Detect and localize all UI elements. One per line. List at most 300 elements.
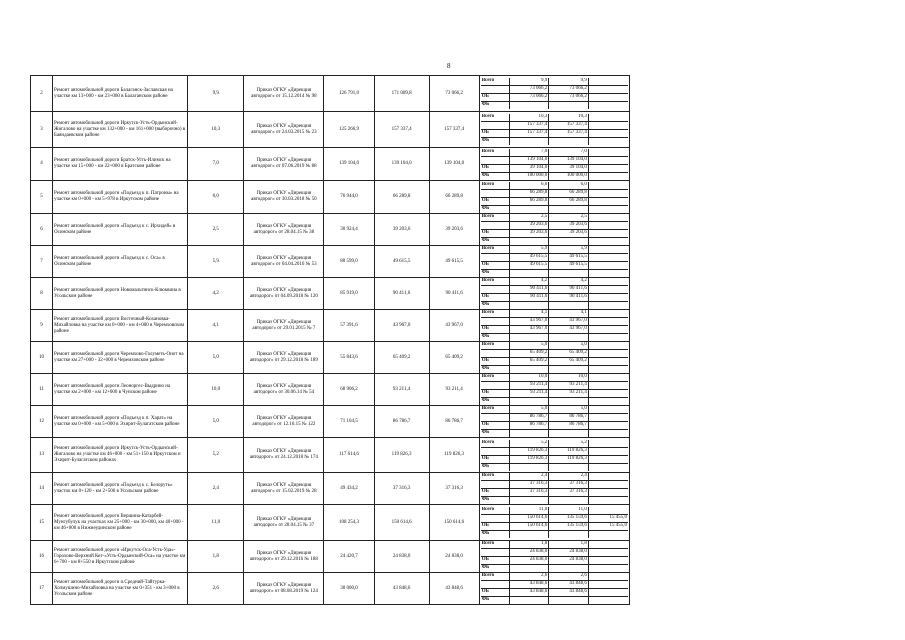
funding-value: [588, 310, 628, 318]
funding-line: [481, 254, 628, 262]
funding-line: [481, 164, 628, 172]
row-number: 10: [31, 342, 53, 374]
funding-subtable: [481, 374, 628, 405]
funding-value: 139 104,0: [549, 156, 589, 164]
funding-value: 9,9: [509, 78, 549, 86]
funding-line: [481, 270, 628, 278]
estimated-cost: 117 614,6: [324, 438, 374, 473]
order-document: Приказ ОГКУ «Дирекция автодорог» от 24.03.2015 № 23: [244, 112, 324, 148]
funding-line: [481, 114, 628, 122]
funding-label: ОБ: [481, 294, 510, 302]
funding-value: 10,3: [549, 114, 589, 122]
funding-value: 24 838,0: [509, 557, 549, 565]
funding-line: [481, 94, 628, 102]
funding-value: 157 337,4: [509, 130, 549, 138]
funding-value: 150 614,6: [509, 515, 549, 523]
funding-value: [588, 318, 628, 326]
funding-label: [481, 350, 510, 358]
length-km: 5,0: [188, 406, 244, 438]
funding-label: ОБ: [481, 489, 510, 497]
total-cost: 43 967,0: [374, 310, 429, 342]
funding-value: 10,0: [549, 374, 589, 382]
funding-line: [481, 350, 628, 358]
table-row: [31, 505, 630, 541]
funding-line: [481, 342, 628, 350]
funding-value: 135 159,6: [549, 515, 589, 523]
total-cost: 119 826,3: [374, 438, 429, 473]
funding-value: [588, 138, 628, 146]
estimated-cost: 85 919,0: [324, 278, 374, 310]
funding-label: Всего: [481, 440, 510, 448]
funding-label: ФБ: [481, 565, 510, 573]
funding-value: [588, 430, 628, 438]
funding-label: ОБ: [481, 358, 510, 366]
funding-label: [481, 189, 510, 197]
funding-value: [549, 531, 589, 539]
funding-value: [549, 238, 589, 246]
road-name: Ремонт автомобильной дороги «Подъезд к с. Ирхидей» в Осинском районе: [53, 214, 188, 246]
funding-value: 43 967,0: [509, 318, 549, 326]
funding-line: [481, 262, 628, 270]
order-document: Приказ ОГКУ «Дирекция автодорог» от 30.03.2018 № 50: [244, 181, 324, 214]
funding-value: 37 316,3: [549, 489, 589, 497]
funding-value: [588, 197, 628, 205]
funding-value: 5,9: [549, 246, 589, 254]
funding-value: [549, 597, 589, 605]
funding-value: 150 614,6: [509, 523, 549, 531]
funding-value: [588, 122, 628, 130]
allocated-cost: 157 337,4: [429, 112, 479, 148]
funding-value: 5,0: [549, 342, 589, 350]
funding-label: ОБ: [481, 262, 510, 270]
funding-label: ФБ: [481, 597, 510, 605]
funding-breakdown: [479, 112, 629, 148]
funding-value: 4,2: [549, 278, 589, 286]
funding-label: Всего: [481, 406, 510, 414]
funding-value: [588, 270, 628, 278]
allocated-cost: 119 826,3: [429, 438, 479, 473]
row-number: 5: [31, 181, 53, 214]
estimated-cost: 126 791,0: [324, 76, 374, 112]
funding-line: [481, 334, 628, 342]
funding-value: [588, 447, 628, 455]
funding-value: [588, 182, 628, 190]
funding-line: [481, 122, 628, 130]
length-km: 7,0: [188, 148, 244, 181]
funding-value: 73 066,2: [549, 94, 589, 102]
road-name: Ремонт автомобильной дороги «Иркутск-Оса-Усть-Уда»-Горохово-Верхний Кет-«Усть-Ордынский-Оса» на участке км 6+700 - км 8+550 в Иркутском районе: [53, 541, 188, 573]
funding-breakdown: [479, 473, 629, 505]
funding-label: ФБ: [481, 102, 510, 110]
table-row: [31, 374, 630, 406]
table-row: [31, 214, 630, 246]
funding-value: [588, 531, 628, 539]
funding-value: 2,4: [549, 473, 589, 481]
funding-value: 157 337,4: [509, 122, 549, 130]
funding-value: [588, 78, 628, 86]
funding-label: ФБ: [481, 205, 510, 213]
funding-line: [481, 481, 628, 489]
funding-label: ОБ: [481, 164, 510, 172]
funding-value: [588, 497, 628, 505]
funding-label: [481, 382, 510, 390]
funding-value: [549, 430, 589, 438]
funding-value: 93 211,4: [549, 390, 589, 398]
estimated-cost: 49 434,2: [324, 473, 374, 505]
road-name: Ремонт автомобильной дороги «Подъезд к п. Харат» на участке км 0+000 - км 5+000 в Эхирит-Булагатском районе: [53, 406, 188, 438]
row-number: 4: [31, 148, 53, 181]
funding-value: [588, 350, 628, 358]
table-row: [31, 181, 630, 214]
funding-value: 65 409,2: [549, 350, 589, 358]
funding-label: Всего: [481, 541, 510, 549]
funding-breakdown: [479, 374, 629, 406]
funding-subtable: [481, 541, 628, 572]
road-name: Ремонт автомобильной дороги «Подъезд к п. Патроны» на участке км 0+000 - км 5+978 в Иркутском районе: [53, 181, 188, 214]
funding-value: 24 838,0: [549, 557, 589, 565]
funding-line: [481, 597, 628, 605]
funding-value: 119 826,3: [509, 455, 549, 463]
table-row: [31, 342, 630, 374]
funding-label: ОБ: [481, 589, 510, 597]
funding-line: [481, 78, 628, 86]
road-name: Ремонт автомобильной дороги Восточный-Кохановка-Михайловка на участке км 0+000 - км 4+000 в Черемховском районе: [53, 310, 188, 342]
funding-value: 37 316,3: [549, 481, 589, 489]
funding-breakdown: [479, 246, 629, 278]
funding-label: Всего: [481, 573, 510, 581]
funding-value: [588, 222, 628, 230]
funding-value: [549, 398, 589, 406]
funding-label: ОБ: [481, 230, 510, 238]
funding-value: 2,5: [509, 214, 549, 222]
funding-value: 24 838,0: [549, 549, 589, 557]
funding-line: [481, 455, 628, 463]
funding-value: [549, 497, 589, 505]
funding-value: 73 066,2: [549, 86, 589, 94]
funding-value: 65 409,2: [509, 350, 549, 358]
funding-value: 2,5: [549, 214, 589, 222]
row-number: 11: [31, 374, 53, 406]
total-cost: 49 615,5: [374, 246, 429, 278]
funding-label: Всего: [481, 246, 510, 254]
funding-value: [509, 302, 549, 310]
funding-value: [588, 94, 628, 102]
total-cost: 39 203,6: [374, 214, 429, 246]
estimated-cost: 139 104,0: [324, 148, 374, 181]
road-name: Ремонт автомобильной дороги Новомальтинск-Клюквина в Усольском районе: [53, 278, 188, 310]
road-name: Ремонт автомобильной дороги Балаганск-Заславская на участке км 13+000 - км 23+000 в Балаганском районе: [53, 76, 188, 112]
funding-value: [588, 102, 628, 110]
funding-breakdown: [479, 148, 629, 181]
funding-line: [481, 366, 628, 374]
funding-line: [481, 497, 628, 505]
funding-value: 86 786,7: [509, 414, 549, 422]
funding-value: [549, 463, 589, 471]
funding-line: [481, 447, 628, 455]
estimated-cost: 24 420,7: [324, 541, 374, 573]
total-cost: 65 409,2: [374, 342, 429, 374]
funding-line: [481, 302, 628, 310]
funding-label: ОБ: [481, 523, 510, 531]
funding-value: [588, 440, 628, 448]
funding-line: [481, 573, 628, 581]
funding-value: 93 211,4: [509, 390, 549, 398]
funding-value: 15 455,0: [588, 515, 628, 523]
funding-value: 1,8: [549, 541, 589, 549]
funding-line: [481, 358, 628, 366]
funding-value: 135 159,6: [549, 523, 589, 531]
funding-value: 86 786,7: [549, 422, 589, 430]
funding-line: [481, 294, 628, 302]
road-name: Ремонт автомобильной дороги «Подъезд к с. Белоруть» участок км 0+120 - км 2+506 в Усольском районе: [53, 473, 188, 505]
roads-repair-table: [30, 75, 630, 605]
funding-value: [509, 138, 549, 146]
funding-line: [481, 246, 628, 254]
funding-line: [481, 278, 628, 286]
total-cost: 157 337,4: [374, 112, 429, 148]
allocated-cost: 150 614,6: [429, 505, 479, 541]
funding-label: [481, 254, 510, 262]
funding-subtable: [481, 473, 628, 504]
funding-label: Всего: [481, 182, 510, 190]
funding-breakdown: [479, 181, 629, 214]
funding-subtable: [481, 406, 628, 437]
funding-line: [481, 440, 628, 448]
funding-label: ОБ: [481, 455, 510, 463]
funding-line: [481, 172, 628, 180]
row-number: 7: [31, 246, 53, 278]
funding-value: [588, 205, 628, 213]
funding-label: Всего: [481, 78, 510, 86]
funding-value: 90 411,6: [509, 294, 549, 302]
funding-value: 5,9: [509, 246, 549, 254]
funding-value: [588, 597, 628, 605]
funding-value: [588, 86, 628, 94]
funding-subtable: [481, 78, 628, 109]
funding-value: 4,1: [509, 310, 549, 318]
estimated-cost: 57 391,6: [324, 310, 374, 342]
row-number: 9: [31, 310, 53, 342]
funding-value: [588, 541, 628, 549]
funding-value: 37 316,3: [509, 489, 549, 497]
funding-line: [481, 205, 628, 213]
table-row: [31, 112, 630, 148]
table-row: [31, 246, 630, 278]
funding-line: [481, 463, 628, 471]
funding-line: [481, 406, 628, 414]
funding-subtable: [481, 507, 628, 538]
funding-value: 2,6: [509, 573, 549, 581]
funding-value: [509, 463, 549, 471]
funding-value: 5,0: [509, 406, 549, 414]
funding-value: 15 455,0: [588, 523, 628, 531]
funding-line: [481, 523, 628, 531]
total-cost: 93 211,4: [374, 374, 429, 406]
funding-value: 43 967,0: [549, 318, 589, 326]
funding-value: [549, 102, 589, 110]
funding-subtable: [481, 440, 628, 471]
funding-value: 43 848,6: [549, 589, 589, 597]
road-name: Ремонт автомобильной дороги Иркутск-Усть-Ордынский-Жигалово на участке км 46+000 - км 51+150 в Иркутском и Эхирит-Булагатском районах: [53, 438, 188, 473]
funding-value: 100 000,0: [549, 172, 589, 180]
funding-value: [549, 565, 589, 573]
allocated-cost: 37 316,3: [429, 473, 479, 505]
funding-value: 65 409,2: [509, 358, 549, 366]
funding-line: [481, 430, 628, 438]
row-number: 13: [31, 438, 53, 473]
length-km: 1,8: [188, 541, 244, 573]
funding-line: [481, 581, 628, 589]
order-document: Приказ ОГКУ «Дирекция автодорог» от 04.09.2018 № 120: [244, 278, 324, 310]
allocated-cost: 49 615,5: [429, 246, 479, 278]
funding-value: [588, 557, 628, 565]
table-row: [31, 310, 630, 342]
funding-line: [481, 149, 628, 157]
road-name: Ремонт автомобильной дороги Леоноргес-Выдрино на участке км 2+000 - км 12+000 в Чунском районе: [53, 374, 188, 406]
length-km: 4,2: [188, 278, 244, 310]
funding-value: [549, 205, 589, 213]
length-km: 11,0: [188, 505, 244, 541]
funding-value: [588, 334, 628, 342]
funding-value: 5,0: [509, 342, 549, 350]
row-number: 16: [31, 541, 53, 573]
allocated-cost: 39 203,6: [429, 214, 479, 246]
funding-label: [481, 549, 510, 557]
funding-value: 2,4: [509, 473, 549, 481]
length-km: 2,4: [188, 473, 244, 505]
funding-line: [481, 138, 628, 146]
funding-value: [549, 138, 589, 146]
road-name: Ремонт автомобильной дороги п.Средний-Тайтурка-Холмушино-Михайловка на участке км 0+351 - км 3+000 в Усольском районе: [53, 573, 188, 605]
funding-value: 100 000,0: [509, 172, 549, 180]
funding-value: [588, 114, 628, 122]
road-name: Ремонт автомобильной дороги Вершина-Катарбей-Мунгубулук на участках км 25+000 - км 30+000, км 40+000 - км 46+000 в Нижнеудинском районе: [53, 505, 188, 541]
funding-breakdown: [479, 505, 629, 541]
funding-line: [481, 549, 628, 557]
funding-label: ОБ: [481, 390, 510, 398]
funding-line: [481, 214, 628, 222]
funding-label: ФБ: [481, 138, 510, 146]
funding-label: [481, 122, 510, 130]
funding-value: [588, 342, 628, 350]
funding-subtable: [481, 246, 628, 277]
total-cost: 171 009,8: [374, 76, 429, 112]
allocated-cost: 43 848,6: [429, 573, 479, 605]
funding-label: [481, 86, 510, 94]
row-number: 3: [31, 112, 53, 148]
estimated-cost: 108 254,3: [324, 505, 374, 541]
funding-value: [588, 358, 628, 366]
funding-value: 90 411,6: [549, 286, 589, 294]
funding-value: 157 337,4: [549, 122, 589, 130]
funding-subtable: [481, 149, 628, 180]
funding-value: [588, 473, 628, 481]
total-cost: 24 838,0: [374, 541, 429, 573]
funding-value: 11,0: [549, 507, 589, 515]
funding-value: 39 203,6: [509, 230, 549, 238]
total-cost: 86 786,7: [374, 406, 429, 438]
funding-value: 5,2: [549, 440, 589, 448]
row-number: 2: [31, 76, 53, 112]
funding-value: [588, 374, 628, 382]
funding-breakdown: [479, 76, 629, 112]
funding-line: [481, 286, 628, 294]
estimated-cost: 30 924,4: [324, 214, 374, 246]
funding-line: [481, 130, 628, 138]
funding-value: 49 615,5: [549, 254, 589, 262]
estimated-cost: 71 104,5: [324, 406, 374, 438]
estimated-cost: 55 843,6: [324, 342, 374, 374]
funding-value: [588, 254, 628, 262]
funding-value: [588, 414, 628, 422]
funding-value: [588, 422, 628, 430]
allocated-cost: 43 967,0: [429, 310, 479, 342]
funding-label: Всего: [481, 149, 510, 157]
funding-line: [481, 414, 628, 422]
funding-value: [588, 156, 628, 164]
funding-value: [509, 398, 549, 406]
order-document: Приказ ОГКУ «Дирекция автодорог» от 28.04.15 № 38: [244, 214, 324, 246]
funding-value: [509, 366, 549, 374]
funding-line: [481, 230, 628, 238]
order-document: Приказ ОГКУ «Дирекция автодорог» от 15.12.2014 № 98: [244, 76, 324, 112]
funding-label: ФБ: [481, 238, 510, 246]
funding-value: [588, 581, 628, 589]
funding-value: 66 289,8: [509, 189, 549, 197]
funding-value: [588, 238, 628, 246]
order-document: Приказ ОГКУ «Дирекция автодорог» от 12.10.15 № 122: [244, 406, 324, 438]
estimated-cost: 68 906,2: [324, 374, 374, 406]
funding-value: 43 967,0: [549, 326, 589, 334]
funding-value: 10,0: [509, 374, 549, 382]
funding-value: 49 615,5: [549, 262, 589, 270]
funding-value: 119 826,3: [509, 447, 549, 455]
funding-value: 39 203,6: [549, 230, 589, 238]
funding-value: [588, 164, 628, 172]
funding-label: ФБ: [481, 334, 510, 342]
row-number: 12: [31, 406, 53, 438]
funding-line: [481, 531, 628, 539]
funding-value: [588, 390, 628, 398]
funding-value: 73 066,2: [509, 86, 549, 94]
allocated-cost: 24 838,0: [429, 541, 479, 573]
table-row: [31, 406, 630, 438]
funding-value: 43 967,0: [509, 326, 549, 334]
funding-line: [481, 541, 628, 549]
funding-value: [588, 149, 628, 157]
order-document: Приказ ОГКУ «Дирекция автодорог» от 15.02.2019 № 28: [244, 473, 324, 505]
funding-value: 90 411,6: [509, 286, 549, 294]
funding-value: [588, 366, 628, 374]
road-name: Ремонт автомобильной дороги Черемхово-Голуметь-Онот на участке км 27+000 - 32+000 в Черемховском районе: [53, 342, 188, 374]
funding-line: [481, 189, 628, 197]
funding-value: [509, 238, 549, 246]
funding-value: 39 203,6: [549, 222, 589, 230]
road-name: Ремонт автомобильной дороги «Подъезд к с. Оса» в Осинском районе: [53, 246, 188, 278]
funding-value: 157 337,4: [549, 130, 589, 138]
funding-value: 43 848,6: [509, 581, 549, 589]
funding-label: ОБ: [481, 130, 510, 138]
funding-value: 39 104,0: [549, 164, 589, 172]
funding-breakdown: [479, 406, 629, 438]
funding-value: 7,0: [549, 149, 589, 157]
funding-value: [549, 366, 589, 374]
funding-value: [588, 230, 628, 238]
funding-value: [509, 270, 549, 278]
funding-label: ОБ: [481, 557, 510, 565]
funding-value: [588, 398, 628, 406]
length-km: 6,0: [188, 181, 244, 214]
